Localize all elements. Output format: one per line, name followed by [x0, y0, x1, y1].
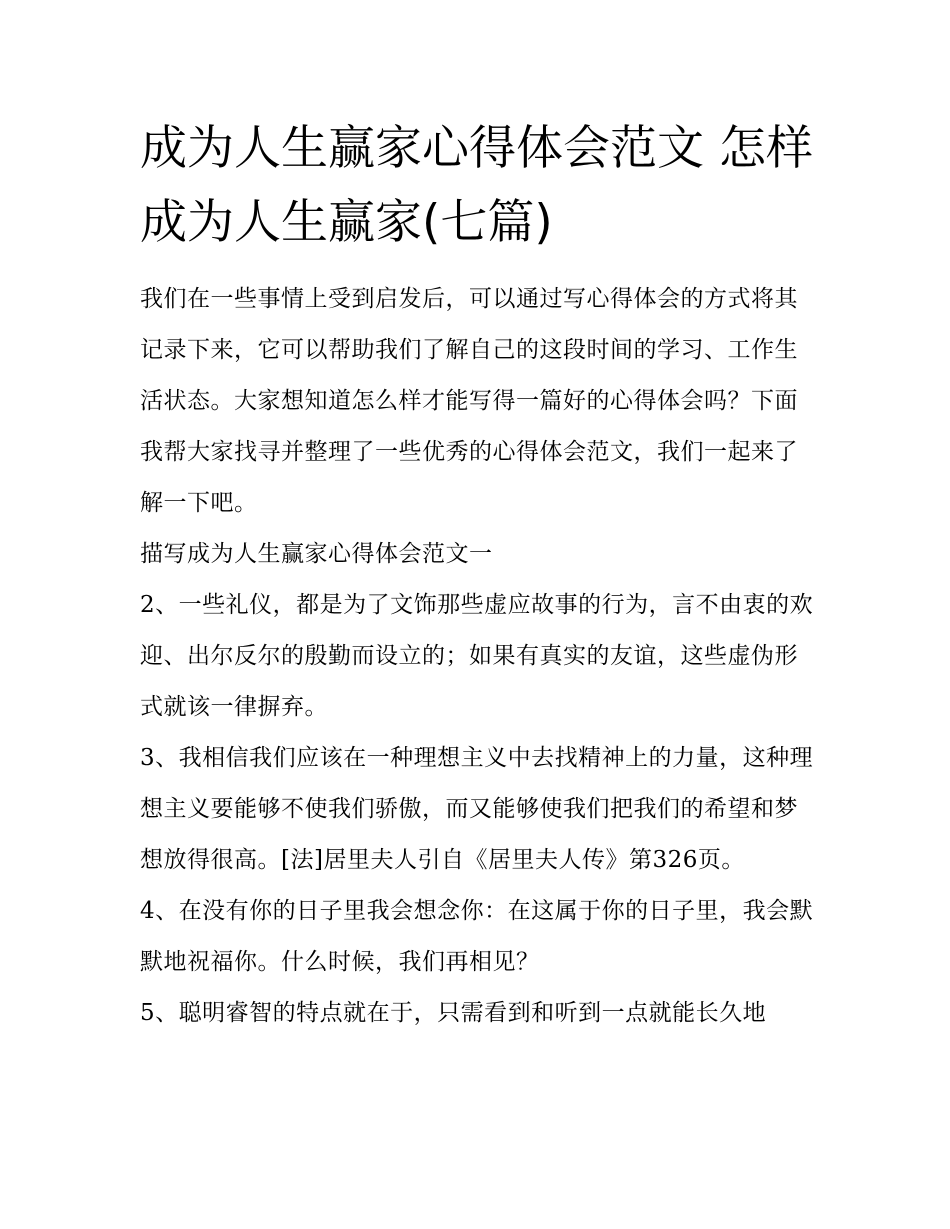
document-body	[140, 112, 815, 1039]
list-item: 3、我相信我们应该在一种理想主义中去找精神上的力量，这种理想主义要能够不使我们骄傲，而又能够使我们把我们的希望和梦想放得很高。[法]居里夫人引自《居里夫人传》第326页。	[140, 745, 814, 873]
section-heading: 描写成为人生赢家心得体会范文一	[140, 541, 493, 567]
list-item: 4、在没有你的日子里我会想念你：在这属于你的日子里，我会默默地祝福你。什么时候，我们再相见？	[140, 898, 814, 975]
document-title: 成为人生赢家心得体会范文 怎样成为人生赢家(七篇)	[140, 121, 813, 250]
list-item: 5、聪明睿智的特点就在于，只需看到和听到一点就能长久地	[140, 1000, 767, 1026]
list-item: 2、一些礼仪，都是为了文饰那些虚应故事的行为，言不由衷的欢迎、出尔反尔的殷勤而设立的；如果有真实的友谊，这些虚伪形式就该一律摒弃。	[140, 592, 814, 720]
intro-paragraph: 我们在一些事情上受到启发后，可以通过写心得体会的方式将其记录下来，它可以帮助我们了解自己的这段时间的学习、工作生活状态。大家想知道怎么样才能写得一篇好的心得体会吗？下面我帮大家找寻并整理了一些优秀的心得体会范文，我们一起来了解一下吧。	[140, 286, 798, 516]
